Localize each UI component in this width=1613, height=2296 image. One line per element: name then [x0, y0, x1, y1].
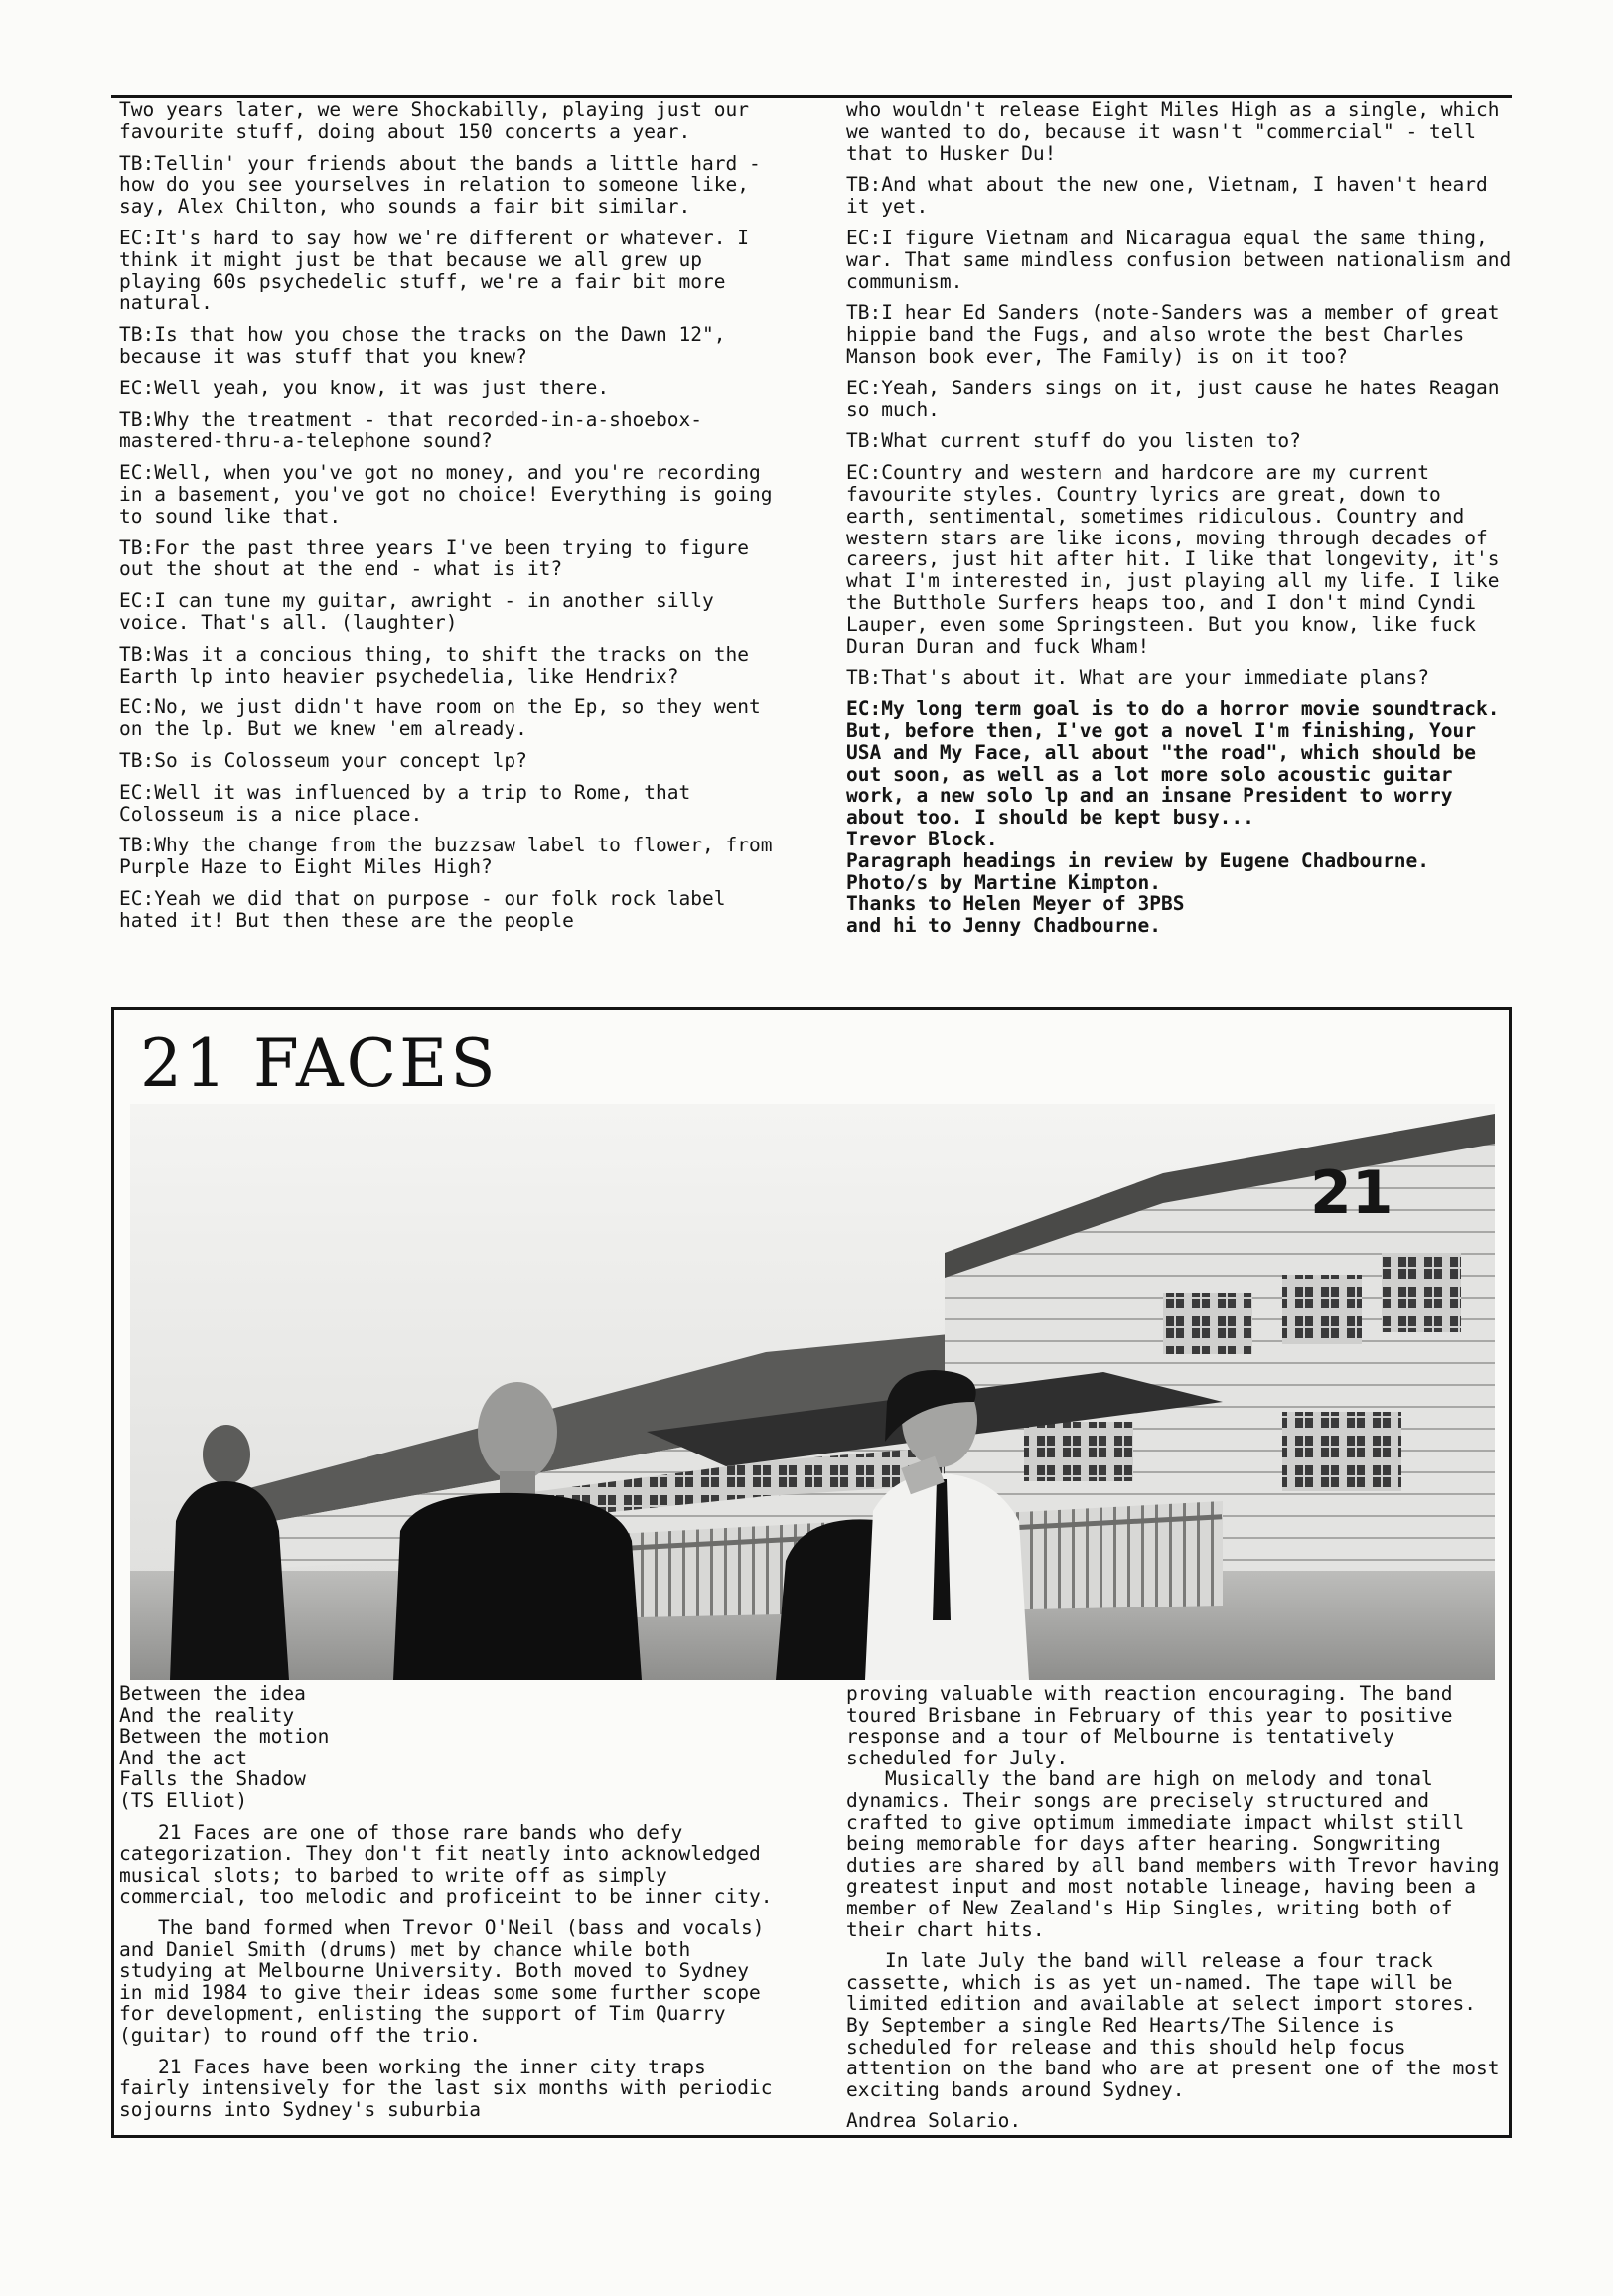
interview-paragraph: TB:I hear Ed Sanders (note-Sanders was a member of great hippie band the Fugs, and also wrote the best Charles Manson book ever, The Family) is on it too?	[846, 301, 1500, 368]
credit-line: and hi to Jenny Chadbourne.	[846, 914, 1161, 938]
credit-line: Paragraph headings in review by Eugene Chadbourne.	[846, 848, 1429, 872]
credit-line: Photo/s by Martine Kimpton.	[846, 870, 1161, 894]
epigraph-line: Falls the Shadow	[119, 1767, 306, 1791]
photo-window	[1282, 1275, 1362, 1344]
interview-paragraph: TB:That's about it. What are your immediate plans?	[846, 666, 1429, 689]
article-paragraph: 21 Faces are one of those rare bands who defy categorization. They don't fit neatly into acknowledged musical slots; to barbed to write off as simply commercial, too melodic and proficeint to be inner city.	[119, 1820, 773, 1909]
epigraph-line: Between the motion	[119, 1725, 330, 1749]
article-title: 21 FACES	[140, 1025, 499, 1102]
interview-paragraph: TB:Was it a concious thing, to shift the tracks on the Earth lp into heavier psychedelia, like Hendrix?	[119, 642, 749, 688]
photo-building-sign: 21	[1310, 1158, 1393, 1228]
interview-column-right	[846, 99, 1512, 937]
interview-paragraph: TB:Is that how you chose the tracks on the Dawn 12", because it was stuff that you knew?	[119, 323, 726, 368]
epigraph-line: Between the idea	[119, 1682, 306, 1705]
credit-author: Trevor Block.	[846, 827, 998, 850]
interview-paragraph: EC:Well, when you've got no money, and you're recording in a basement, you've got no choice! Everything is going to sound like that.	[119, 461, 773, 528]
photo-window	[1282, 1412, 1401, 1491]
interview-paragraph: EC:No, we just didn't have room on the Ep, so they went on the lp. But we knew 'em already.	[119, 695, 761, 741]
interview-paragraph: EC:Country and western and hardcore are my current favourite styles. Country lyrics are great, down to earth, sentimental, sometimes ridiculous. Country and western stars are like icons, moving through decades of careers, just hit after hit. I like that longevity, it's what I'm interested in, just playing all my life. I like the Butthole Surfers heaps too, and I don't mind Cyndi Lauper, even some Springsteen. But you know, like fuck Duran Duran and fuck Wham!	[846, 461, 1500, 658]
article-column-right	[846, 1683, 1506, 2142]
interview-paragraph: TB:Why the change from the buzzsaw label to flower, from Purple Haze to Eight Miles High?	[119, 834, 773, 879]
photo-window	[1382, 1253, 1461, 1332]
interview-paragraph: EC:Well it was influenced by a trip to Rome, that Colosseum is a nice place.	[119, 780, 691, 826]
interview-paragraph: TB:So is Colosseum your concept lp?	[119, 748, 527, 772]
epigraph-line: And the reality	[119, 1703, 295, 1727]
band-photo	[130, 1104, 1495, 1680]
interview-paragraph: EC:I figure Vietnam and Nicaragua equal the same thing, war. That same mindless confusion between nationalism and communism.	[846, 226, 1512, 293]
interview-paragraph: EC:It's hard to say how we're different or whatever. I think it might just be that because we all grew up playing 60s psychedelic stuff, we're a fair bit more natural.	[119, 226, 749, 315]
interview-paragraph: TB:For the past three years I've been trying to figure out the shout at the end - what is it?	[119, 536, 749, 581]
interview-column-left	[119, 99, 775, 942]
interview-paragraph: TB:And what about the new one, Vietnam, I haven't heard it yet.	[846, 173, 1488, 219]
article-paragraph: In late July the band will release a four track cassette, which is as yet un-named. The tape will be limited edition and available at select import stores. By September a single Red Hearts/The Silence is scheduled for release and this should help focus attention on the band who are at present one of the most exciting bands around Sydney.	[846, 1949, 1500, 2101]
article-paragraph: proving valuable with reaction encouraging. The band toured Brisbane in February of this year to positive response and a tour of Melbourne is tentatively scheduled for July.	[846, 1682, 1453, 1769]
article-column-left	[119, 1683, 775, 2130]
interview-paragraph: Two years later, we were Shockabilly, playing just our favourite stuff, doing about 150 concerts a year.	[119, 98, 749, 143]
interview-paragraph: EC:I can tune my guitar, awright - in another silly voice. That's all. (laughter)	[119, 589, 714, 634]
article-paragraph: The band formed when Trevor O'Neil (bass and vocals) and Daniel Smith (drums) met by chance while both studying at Melbourne University. Both moved to Sydney in mid 1984 to give their ideas some some further scope for development, enlisting the support of Tim Quarry (guitar) to round off the trio.	[119, 1915, 765, 2047]
interview-paragraph: TB:Why the treatment - that recorded-in-a-shoebox-mastered-thru-a-telephone sound?	[119, 407, 702, 453]
credit-line: Thanks to Helen Meyer of 3PBS	[846, 892, 1185, 916]
interview-closing: EC:My long term goal is to do a horror movie soundtrack. But, before then, I've got a novel I'm finishing, Your USA and My Face, all about "the road", which should be out soon, as well as a lot more solo acoustic guitar work, a new solo lp and an insane President to worry about too. I should be kept busy...	[846, 697, 1500, 830]
photo-window	[1163, 1293, 1252, 1354]
epigraph	[119, 1683, 775, 1812]
interview-paragraph: EC:Well yeah, you know, it was just there.	[119, 376, 610, 399]
photo-window	[1024, 1422, 1133, 1481]
epigraph-line: And the act	[119, 1746, 248, 1769]
epigraph-attribution: (TS Elliot)	[119, 1788, 248, 1812]
article-signature: Andrea Solario.	[846, 2109, 1022, 2133]
interview-paragraph: TB:What current stuff do you listen to?	[846, 429, 1301, 453]
interview-paragraph: EC:Yeah we did that on purpose - our folk rock label hated it! But then these are the people	[119, 886, 726, 932]
article-paragraph: Musically the band are high on melody and tonal dynamics. Their songs are precisely structured and crafted to give optimum immediate impact whilst still being memorable for days after hearing. Songwriting duties are shared by all band members with Trevor having greatest input and most notable lineage, having been a member of New Zealand's Hip Singles, writing both of their chart hits.	[846, 1767, 1500, 1941]
article-paragraph: 21 Faces have been working the inner city traps fairly intensively for the last six months with periodic sojourns into Sydney's suburbia	[119, 2055, 773, 2121]
interview-paragraph: TB:Tellin' your friends about the bands a little hard - how do you see yourselves in relation to someone like, say, Alex Chilton, who sounds a fair bit similar.	[119, 151, 761, 219]
interview-paragraph: who wouldn't release Eight Miles High as a single, which we wanted to do, because it wasn't "commercial" - tell that to Husker Du!	[846, 98, 1500, 165]
interview-paragraph: EC:Yeah, Sanders sings on it, just cause he hates Reagan so much.	[846, 376, 1500, 421]
